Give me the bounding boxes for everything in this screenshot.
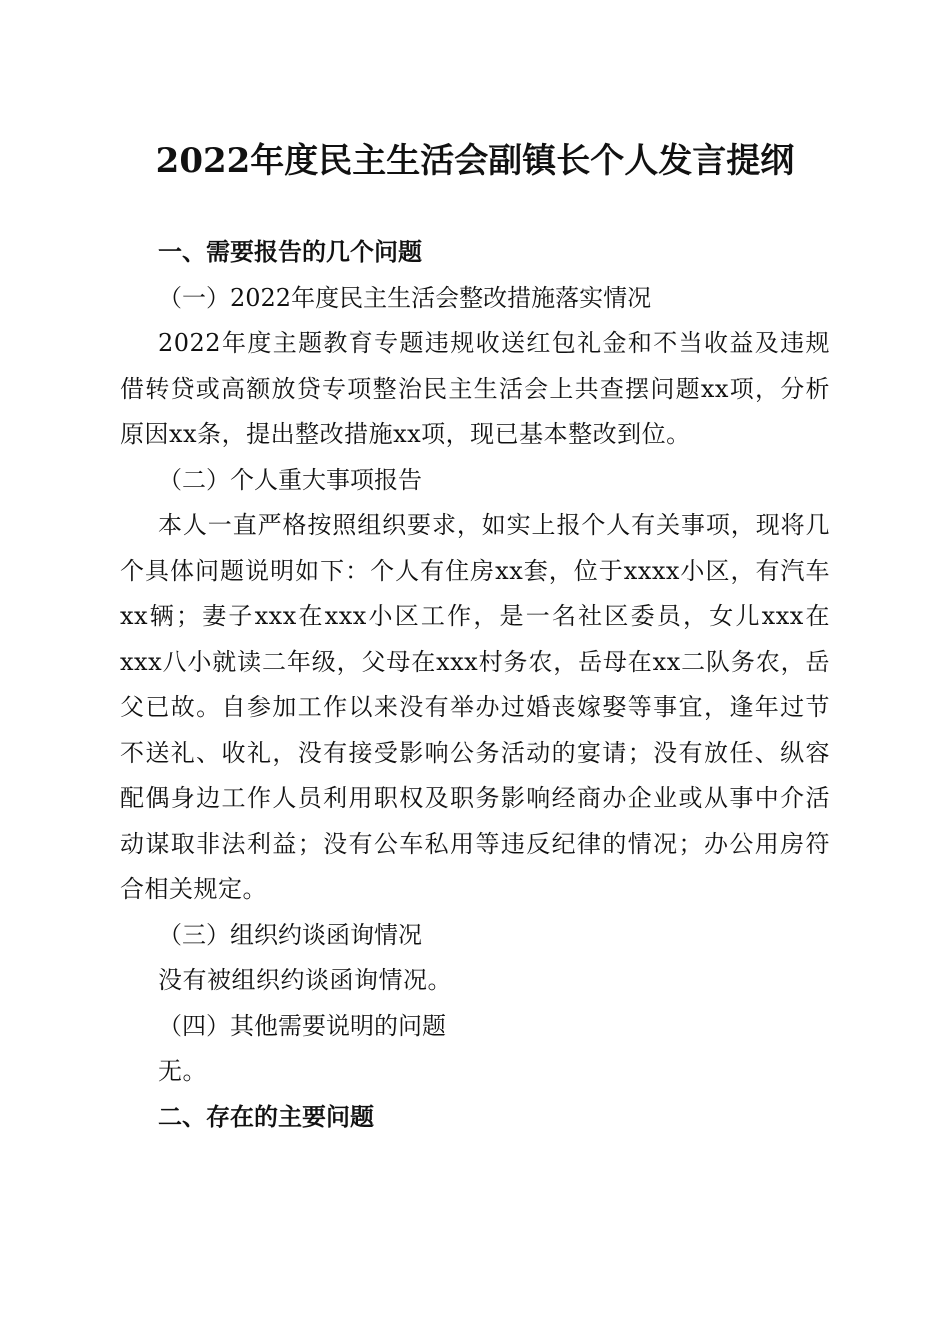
document-body xyxy=(120,230,830,1140)
subsection-heading-1: （一）2022年度民主生活会整改措施落实情况 xyxy=(158,283,652,312)
subsection-heading-4: （四）其他需要说明的问题 xyxy=(158,1011,446,1040)
paragraph-rectification: 2022年度主题教育专题违规收送红包礼金和不当收益及违规借转贷或高额放贷专项整治民主生活会上共查摆问题xx项，分析原因xx条，提出整改措施xx项，现已基本整改到位。 xyxy=(120,329,830,448)
section-heading-2: 二、存在的主要问题 xyxy=(158,1102,374,1131)
paragraph-personal-matters: 本人一直严格按照组织要求，如实上报个人有关事项，现将几个具体问题说明如下：个人有住房xx套，位于xxxx小区，有汽车xx辆；妻子xxx在xxx小区工作，是一名社区委员，女儿xxx在xxx八小就读二年级，父母在xxx村务农，岳母在xx二队务农，岳父已故。自参加工作以来没有举办过婚丧嫁娶等事宜，逢年过节不送礼、收礼，没有接受影响公务活动的宴请；没有放任、纵容配偶身边工作人员利用职权及职务影响经商办企业或从事中介活动谋取非法利益；没有公车私用等违反纪律的情况；办公用房符合相关规定。 xyxy=(120,511,830,903)
section-heading-1: 一、需要报告的几个问题 xyxy=(158,238,422,266)
paragraph-interview: 没有被组织约谈函询情况。 xyxy=(158,966,452,994)
subsection-heading-2: （二）个人重大事项报告 xyxy=(158,465,422,494)
paragraph-other: 无。 xyxy=(158,1057,207,1085)
document-title: 2022年度民主生活会副镇长个人发言提纲 xyxy=(155,141,795,181)
subsection-heading-3: （三）组织约谈函询情况 xyxy=(158,920,422,949)
